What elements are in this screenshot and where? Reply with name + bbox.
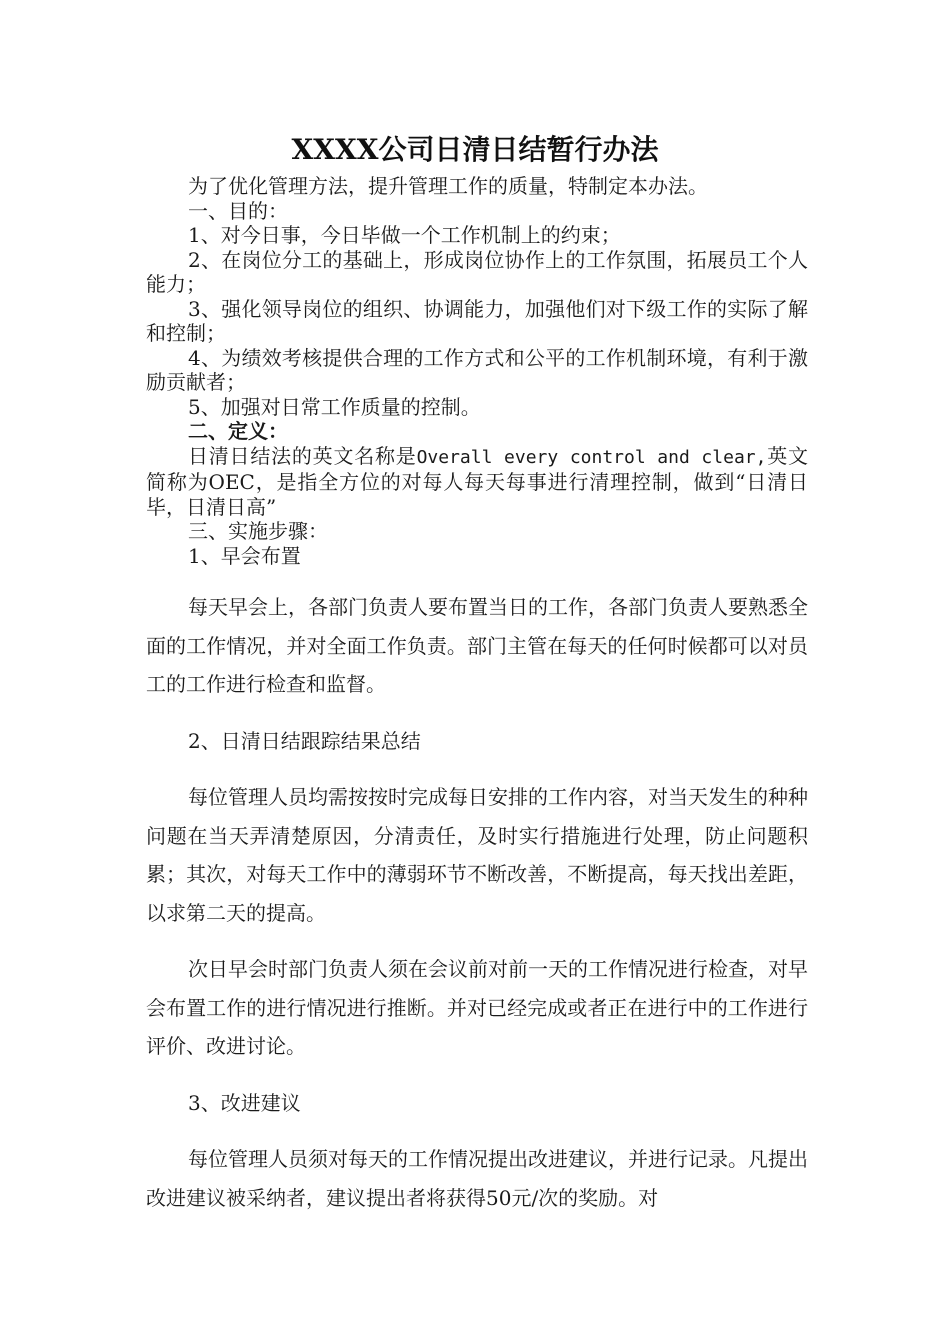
step1-heading: 1、早会布置	[188, 543, 301, 568]
purpose-item-2: 2、在岗位分工的基础上，形成岗位协作上的工作氛围，拓展员工个人能力；	[146, 247, 808, 296]
purpose-item-4: 4、为绩效考核提供合理的工作方式和公平的工作机制环境，有利于激励贡献者；	[146, 345, 808, 394]
document-body-top	[146, 174, 808, 568]
purpose-item-3: 3、强化领导岗位的组织、协调能力，加强他们对下级工作的实际了解和控制；	[146, 296, 808, 345]
section2-heading: 二、定义：	[188, 419, 288, 443]
step2-text-2: 次日早会时部门负责人须在会议前对前一天的工作情况进行检查，对早会布置工作的进行情况进行推断。并对已经完成或者正在进行中的工作进行评价、改进讨论。	[146, 957, 808, 1058]
step2-text-1: 每位管理人员均需按按时完成每日安排的工作内容，对当天发生的种种问题在当天弄清楚原因，分清责任，及时实行措施进行处理，防止问题积累；其次，对每天工作中的薄弱环节不断改善，不断提高，每天找出差距，以求第二天的提高。	[146, 785, 808, 925]
intro-paragraph: 为了优化管理方法，提升管理工作的质量，特制定本办法。	[188, 174, 708, 198]
step3-heading: 3、改进建议	[188, 1090, 301, 1115]
document-body-bottom	[146, 588, 808, 1235]
step3-text: 每位管理人员须对每天的工作情况提出改进建议，并进行记录。凡提出改进建议被采纳者，建议提出者将获得50元/次的奖励。对	[146, 1147, 808, 1210]
purpose-item-1: 1、对今日事，今日毕做一个工作机制上的约束；	[188, 223, 621, 247]
document-title: XXXX公司日清日结暂行办法	[291, 133, 659, 166]
definition-paragraph	[146, 444, 808, 520]
definition-rest: 英文简称为OEC，是指全方位的对每人每天每事进行清理控制，做到“日清日毕，日清日高”	[146, 443, 809, 519]
section1-heading: 一、目的：	[188, 198, 288, 223]
definition-prefix: 日清日结法的英文名称是	[188, 443, 417, 468]
step2-heading: 2、日清日结跟踪结果总结	[188, 728, 421, 753]
definition-english: Overall every control and clear,	[416, 446, 767, 468]
purpose-item-5: 5、加强对日常工作质量的控制。	[188, 394, 481, 419]
step1-text: 每天早会上，各部门负责人要布置当日的工作，各部门负责人要熟悉全面的工作情况，并对全面工作负责。部门主管在每天的任何时候都可以对员工的工作进行检查和监督。	[146, 595, 808, 696]
section3-heading: 三、实施步骤：	[188, 519, 328, 543]
